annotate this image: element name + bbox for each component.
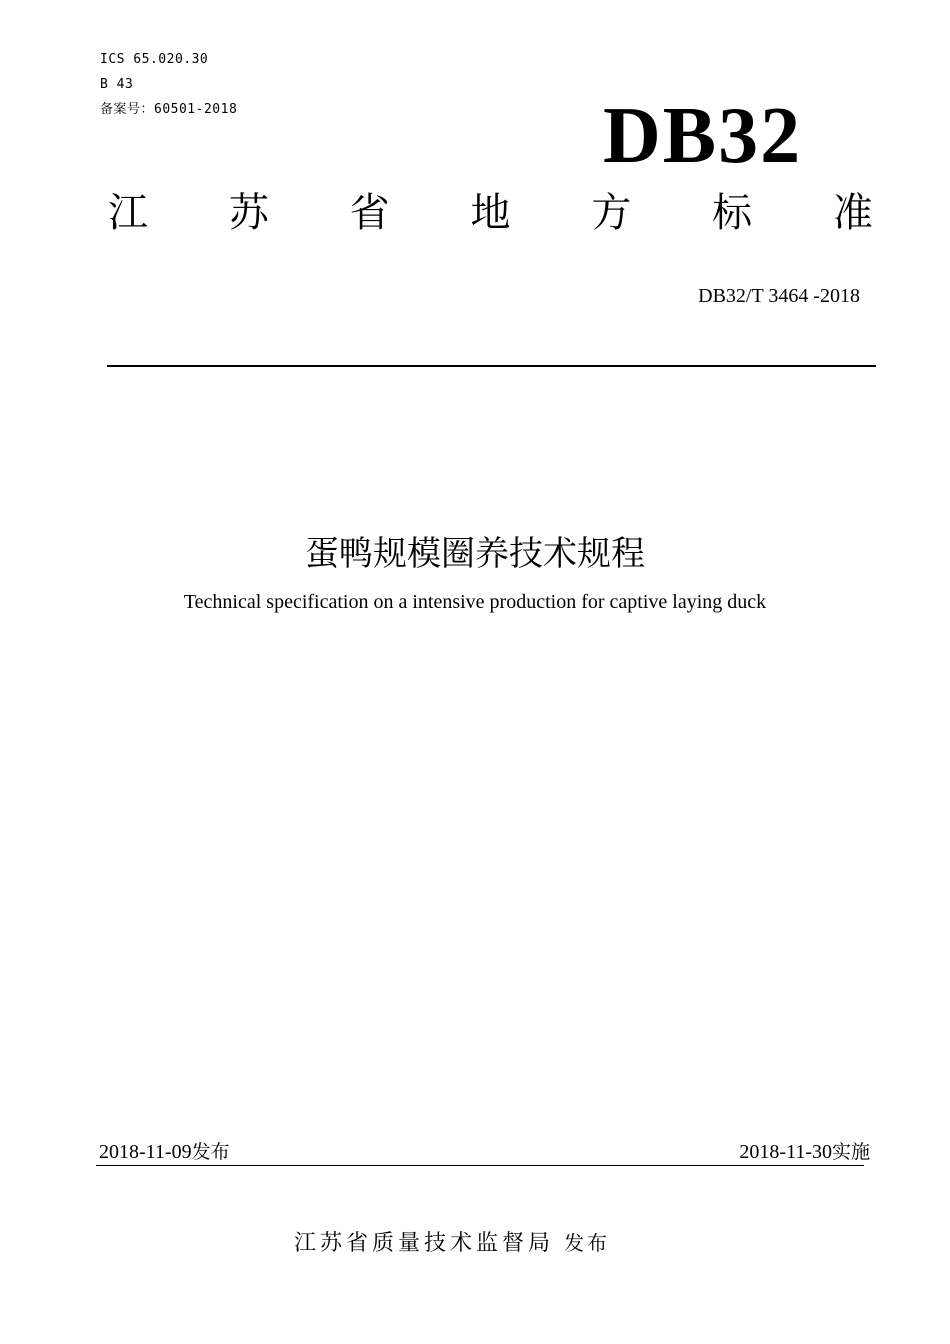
issuer-label: 发布: [564, 1231, 611, 1255]
standard-type-char: 省: [349, 190, 390, 236]
footer-divider: [96, 1165, 864, 1166]
standard-type-char: 苏: [228, 190, 269, 236]
issuer-block: [294, 1228, 610, 1259]
standard-type-char: 准: [832, 190, 873, 236]
db32-logo: DB32: [603, 92, 803, 180]
implement-date: 2018-11-30: [739, 1141, 832, 1163]
standard-type-char: 方: [591, 190, 632, 236]
document-title-chinese: 蛋鸭规模圈养技术规程: [305, 534, 645, 574]
header-divider: [107, 365, 876, 367]
record-number: 备案号：60501-2018: [100, 102, 238, 117]
standard-type-char: 标: [712, 190, 753, 236]
implement-date-block: [739, 1139, 870, 1165]
ccs-code: B 43: [100, 77, 134, 92]
issuer-name: 江苏省质量技术监督局: [294, 1231, 555, 1256]
implement-label: 实施: [831, 1141, 870, 1163]
standard-type-heading: [108, 188, 873, 238]
ics-code: ICS 65.020.30: [100, 52, 209, 67]
standard-code: DB32/T 3464 -2018: [698, 285, 860, 307]
standard-type-char: 地: [470, 190, 511, 236]
issue-date: 2018-11-09: [99, 1141, 192, 1163]
issue-label: 发布: [191, 1141, 230, 1163]
standard-type-char: 江: [108, 190, 148, 236]
issue-date-block: [99, 1139, 230, 1165]
document-title-english: Technical specification on a intensive production for captive laying duck: [183, 591, 767, 613]
